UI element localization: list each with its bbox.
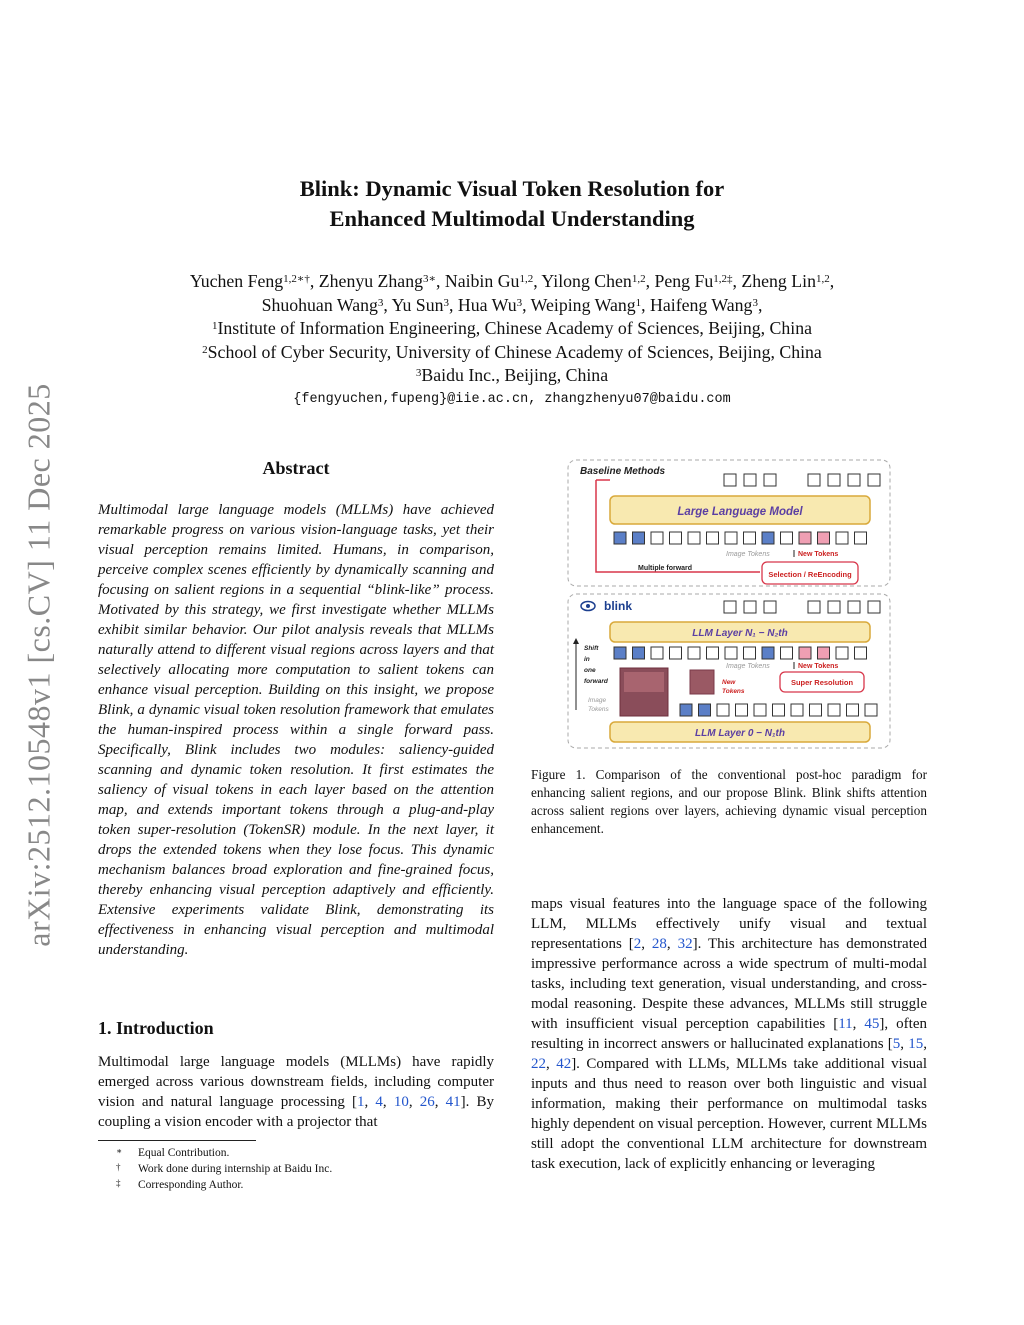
abstract-heading: Abstract xyxy=(262,458,330,478)
image-tokens-label-1: Image Tokens xyxy=(726,551,770,558)
llm-layer-bottom-label: LLM Layer 0 − N₁th xyxy=(695,728,785,739)
input-token xyxy=(836,647,848,659)
input-token xyxy=(744,647,756,659)
new-tokens-label-1: New Tokens xyxy=(798,551,839,558)
output-token xyxy=(848,474,860,486)
input-token-bottom xyxy=(828,704,840,716)
output-token xyxy=(868,601,880,613)
output-token xyxy=(808,601,820,613)
output-token xyxy=(764,474,776,486)
output-token xyxy=(808,474,820,486)
footnote: ∗ Equal Contribution. xyxy=(116,1146,230,1159)
authors-line-1: Yuchen Feng$^{1,2∗\dagger}$, Zhenyu Zhang$^{3∗}$, Naibin Gu$^{1,2}$, Yilong Chen$^{1,2}$, Peng $Fu^{1,2\ddagger}$, Zheng Lin$^{1,2}$, xyxy=(189,271,835,291)
input-token xyxy=(836,532,848,544)
input-token xyxy=(799,647,811,659)
input-token xyxy=(670,532,682,544)
author-emails: {fengyuchen,fupeng}@iie.ac.cn, zhangzhenyu07@baidu.com xyxy=(293,392,731,407)
image-tokens-side-label: Tokens xyxy=(588,706,609,713)
affiliation-1: $^1$Institute of Information Engineering, Chinese Academy of Sciences, Beijing, China xyxy=(211,318,813,338)
input-token xyxy=(725,647,737,659)
citation-link[interactable]: 10 xyxy=(393,1094,409,1110)
intro-heading: 1. Introduction xyxy=(98,1018,214,1038)
baseline-label: Baseline Methods xyxy=(580,466,666,477)
footnote: ‡ Corresponding Author. xyxy=(116,1178,244,1191)
output-token xyxy=(828,474,840,486)
footnotes xyxy=(98,1145,494,1193)
arxiv-id: arXiv:2512.10548v1 [cs.CV] 11 Dec 2025 xyxy=(20,383,57,947)
input-token-bottom xyxy=(754,704,766,716)
author-6: , xyxy=(829,271,835,291)
new-tokens-small-label: New xyxy=(722,679,736,686)
input-token xyxy=(744,532,756,544)
shift-label: in xyxy=(584,656,590,663)
new-tokens-label-2: New Tokens xyxy=(798,663,839,670)
new-tokens-small-label: Tokens xyxy=(722,688,745,695)
author-l2-4: , Haifeng Wang xyxy=(641,294,753,315)
selection-label: Selection / ReEncoding xyxy=(768,570,852,579)
citation-link[interactable]: 26 xyxy=(419,1094,435,1110)
llm-label: Large Language Model xyxy=(677,506,803,518)
output-token xyxy=(744,601,756,613)
input-token xyxy=(855,647,867,659)
author-2: , Naibin Gu xyxy=(435,271,520,291)
blink-label: blink xyxy=(604,599,633,613)
input-token xyxy=(651,532,663,544)
forward-loop-line xyxy=(596,480,760,572)
super-resolution-label: Super Resolution xyxy=(790,678,854,687)
author-l2-3: , Weiping Wang xyxy=(522,294,636,315)
input-token-bottom xyxy=(847,704,859,716)
citation-link[interactable]: 5 xyxy=(892,1036,901,1052)
input-token xyxy=(633,647,645,659)
authors-line-2: Shuohuan Wang$^3$, Yu Sun$^3$, Hua Wu$^3$, Weiping Wang$^1$, Haifeng Wang$^3$, xyxy=(261,294,763,315)
footnote-rule xyxy=(98,1140,256,1141)
shift-label: one xyxy=(584,667,596,674)
citation-link[interactable]: 32 xyxy=(677,936,693,952)
image-tokens-label-2: Image Tokens xyxy=(726,663,770,670)
input-token xyxy=(781,647,793,659)
input-token xyxy=(818,647,830,659)
citation-link[interactable]: 4 xyxy=(375,1094,383,1110)
intro-paragraph: Multimodal large language models (MLLMs) have rapidly emerged across various downstream fields, including computer vision and natural language processing [1, 4, 10, 26, 41]. By coupling a vision encoder with a projector that xyxy=(98,1054,495,1130)
input-token xyxy=(855,532,867,544)
citation-link[interactable]: 11 xyxy=(838,1016,853,1032)
author-block xyxy=(0,270,1024,388)
output-token xyxy=(868,474,880,486)
abstract-text: Multimodal large language models (MLLMs) have achieved remarkable progress on various vision-language tasks, yet their visual perception remains limited. Humans, in comparison, perceive complex scenes efficiently by dynamically scanning and focusing on salient regions in a sequential “blink-like” process. Motivated by this strategy, we first investigate whether MLLMs exhibit similar behavior. Our pilot analysis reveals that MLLMs naturally attend to different visual regions across layers and that selectively allocating more computation to salient tokens can enhance visual perception. Building on this insight, we propose Blink, a dynamic visual token resolution framework that emulates the human-inspired process within a single forward pass. Specifically, Blink includes two modules: saliency-guided scanning and dynamic token resolution. It first estimates the saliency of visual tokens in each layer based on the attention map, and extends important tokens through a plug-and-play token super-resolution (TokenSR) module. In the next layer, it drops the extended tokens when they lose focus. This dynamic mechanism balances broad exploration and fine-grained focus, thereby enhancing visual perception adaptively and efficiently. Extensive experiments validate Blink, demonstrating its effectiveness in enhancing visual perception and multimodal understanding. xyxy=(98,502,494,958)
right-column-text: maps visual features into the language space of the following LLM, MLLMs effectively unify visual and textual representations [2, 28, 32]. This architecture has demonstrated impressive performance across a wide spectrum of multi-modal tasks, including text generation, visual understanding, and cross-modal reasoning. Despite these advances, MLLMs still struggle with insufficient visual perception capabilities [11, 45], often resulting in incorrect answers or hallucinated explanations [5, 15, 22, 42]. Compared with LLMs, MLLMs take additional visual inputs and thus need to reason over both linguistic and visual information, making their performance on multimodal tasks highly dependent on visual perception. However, current MLLMs still adopt the conventional LLM architecture for downstream task execution, lack of explicitly enhancing or leveraging xyxy=(531,896,928,1172)
author-3: , Yilong Chen xyxy=(533,271,632,291)
author-4: , Peng Fu xyxy=(645,271,714,291)
figure-1-caption: Figure 1. Comparison of the conventional post-hoc paradigm for enhancing salient regions, and our propose Blink. Blink shifts attention across salient regions over layers, achieving dynamic visual perception enhancement. xyxy=(531,767,927,836)
author-1: , Zhenyu Zhang xyxy=(309,271,423,291)
input-token-bottom xyxy=(717,704,729,716)
input-token xyxy=(707,532,719,544)
title-line-2: Enhanced Multimodal Understanding xyxy=(329,206,695,231)
author-l2-5: , xyxy=(757,294,763,315)
llm-layer-top-label: LLM Layer N₁ − N₂th xyxy=(692,628,788,639)
input-token xyxy=(725,532,737,544)
input-token xyxy=(670,647,682,659)
output-token xyxy=(828,601,840,613)
citation-link[interactable]: 41 xyxy=(445,1094,461,1110)
multiple-forward-label: Multiple forward xyxy=(638,565,693,572)
input-token xyxy=(633,532,645,544)
input-token xyxy=(688,532,700,544)
arxiv-sidebar xyxy=(14,370,64,960)
input-token-bottom xyxy=(680,704,692,716)
output-token xyxy=(724,601,736,613)
author-l2-2: , Hua Wu xyxy=(448,294,517,315)
citation-link[interactable]: 42 xyxy=(556,1056,572,1072)
input-token-bottom xyxy=(736,704,748,716)
input-token xyxy=(799,532,811,544)
citation-link[interactable]: 15 xyxy=(908,1036,924,1052)
input-token xyxy=(818,532,830,544)
output-token xyxy=(848,601,860,613)
zoomed-patch xyxy=(690,670,714,694)
citation-link[interactable]: 1 xyxy=(357,1094,365,1110)
input-token xyxy=(651,647,663,659)
input-token xyxy=(614,647,626,659)
input-token xyxy=(707,647,719,659)
input-token-bottom xyxy=(791,704,803,716)
citation-link[interactable]: 28 xyxy=(651,936,667,952)
input-token xyxy=(614,532,626,544)
citation-link[interactable]: 45 xyxy=(864,1016,880,1032)
input-token xyxy=(781,532,793,544)
input-token xyxy=(762,532,774,544)
input-token xyxy=(762,647,774,659)
author-5: , Zheng Lin xyxy=(732,271,816,291)
citation-link[interactable]: 2 xyxy=(633,936,642,952)
output-token xyxy=(764,601,776,613)
affiliation-3: $^3$Baidu Inc., Beijing, China xyxy=(415,365,609,385)
affiliation-2: $^2$School of Cyber Security, University of Chinese Academy of Sciences, Beijing, China xyxy=(202,341,822,362)
footnote: † Work done during internship at Baidu Inc. xyxy=(116,1162,333,1175)
shift-label: Shift xyxy=(584,645,599,652)
input-token-bottom xyxy=(810,704,822,716)
input-token-bottom xyxy=(773,704,785,716)
input-token-bottom xyxy=(865,704,877,716)
paper-title xyxy=(0,174,1024,234)
author-l2-0: Shuohuan Wang xyxy=(261,294,378,315)
image-tokens-side-label: Image xyxy=(588,697,607,704)
title-line-1: Blink: Dynamic Visual Token Resolution for xyxy=(299,176,725,201)
figure-1 xyxy=(566,458,892,752)
shift-label: forward xyxy=(584,678,608,685)
output-token xyxy=(744,474,756,486)
output-token xyxy=(724,474,736,486)
author-0: Yuchen Feng xyxy=(189,271,284,291)
author-l2-1: , Yu Sun xyxy=(383,294,444,315)
citation-link[interactable]: 22 xyxy=(531,1056,546,1072)
input-token-bottom xyxy=(699,704,711,716)
input-token xyxy=(688,647,700,659)
